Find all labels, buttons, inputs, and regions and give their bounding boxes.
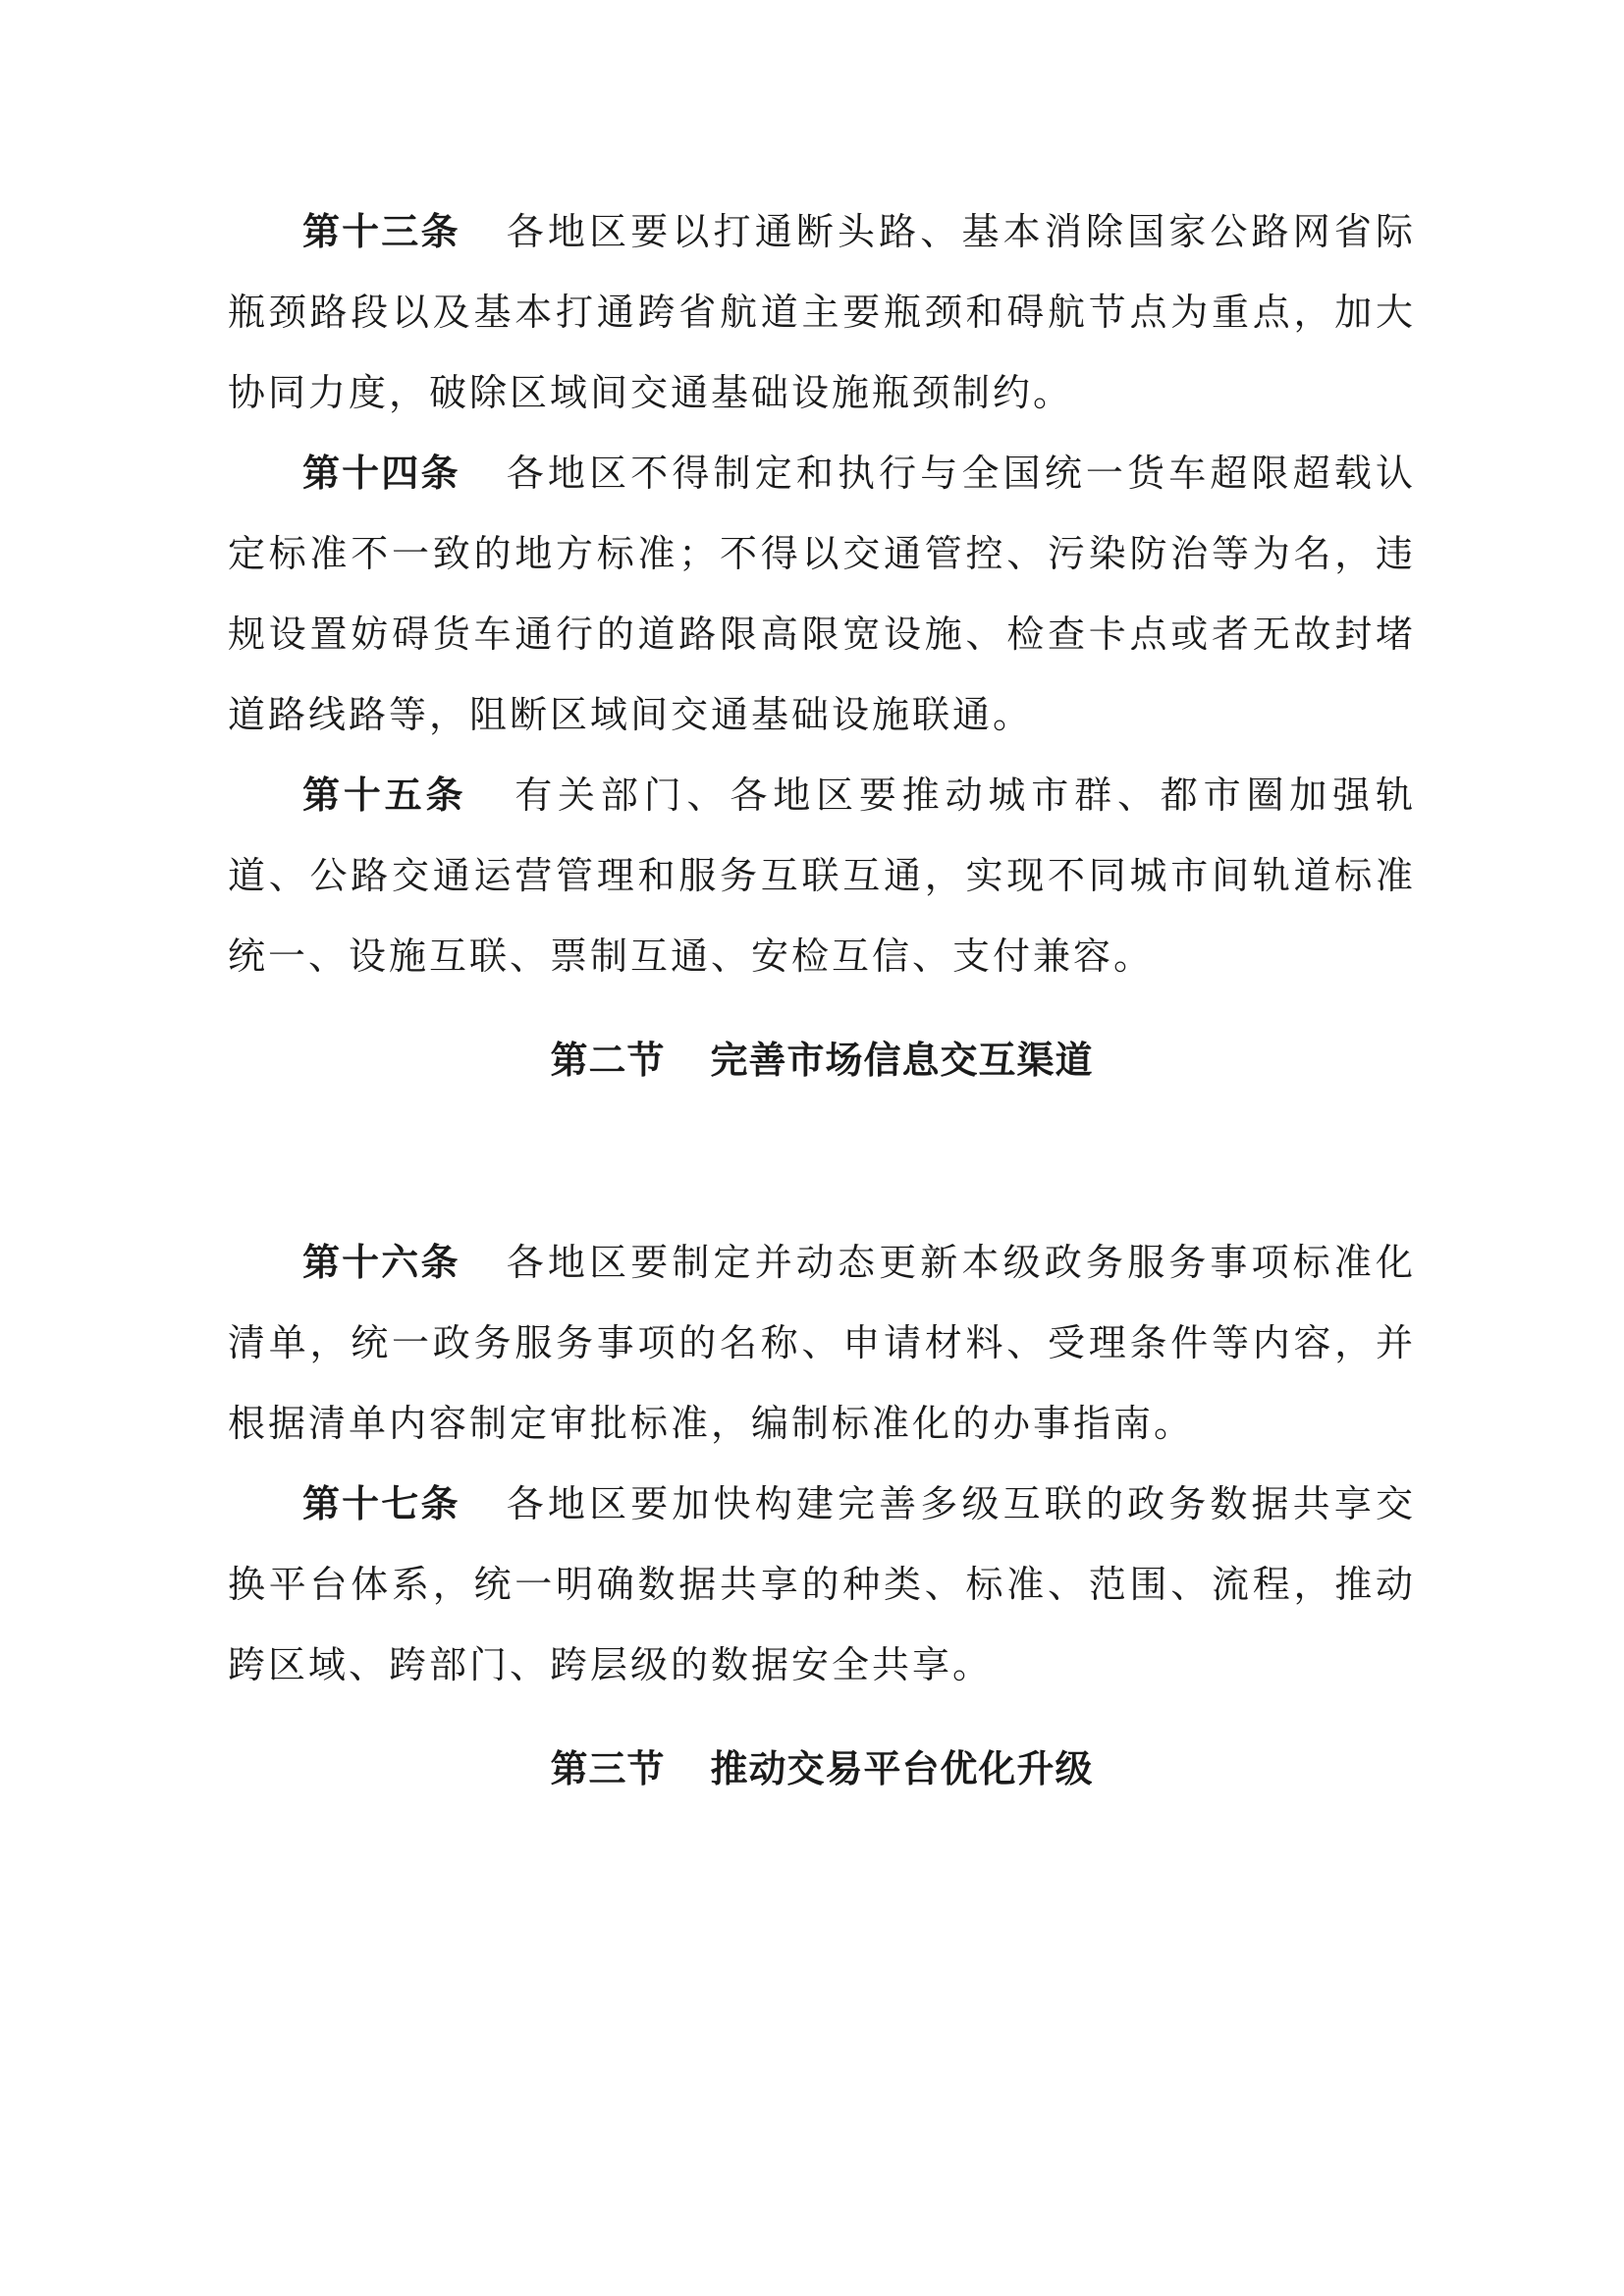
article-number: 第十三条	[302, 210, 460, 253]
section-name: 完善市场信息交互渠道	[710, 1039, 1094, 1082]
article-number: 第十四条	[302, 452, 460, 495]
article-number: 第十五条	[302, 774, 467, 817]
article-text: 各地区要加快构建完善多级互联的政务数据共享交换平台体系，统一明确数据共享的种类、标准、范围、流程，推动跨区域、跨部门、跨层级的数据安全共享。	[228, 1482, 1416, 1686]
section-name: 推动交易平台优化升级	[710, 1747, 1094, 1790]
article-number: 第十六条	[302, 1241, 460, 1284]
article-16	[228, 1222, 1416, 1464]
article-text: 有关部门、各地区要推动城市群、都市圈加强轨道、公路交通运营管理和服务互联互通，实现不同城市间轨道标准统一、设施互联、票制互通、安检互信、支付兼容。	[228, 774, 1416, 978]
section-number: 第二节	[550, 1039, 666, 1082]
article-text: 各地区要制定并动态更新本级政务服务事项标准化清单，统一政务服务事项的名称、申请材料、受理条件等内容，并根据清单内容制定审批标准，编制标准化的办事指南。	[228, 1241, 1416, 1445]
article-text: 各地区不得制定和执行与全国统一货车超限超载认定标准不一致的地方标准；不得以交通管控、污染防治等为名，违规设置妨碍货车通行的道路限高限宽设施、检查卡点或者无故封堵道路线路等，阻断区域间交通基础设施联通。	[228, 452, 1416, 736]
article-17	[228, 1464, 1416, 1705]
article-text: 各地区要以打通断头路、基本消除国家公路网省际瓶颈路段以及基本打通跨省航道主要瓶颈和碍航节点为重点，加大协同力度，破除区域间交通基础设施瓶颈制约。	[228, 210, 1416, 414]
section-number: 第三节	[550, 1747, 666, 1790]
section-title-2	[228, 1031, 1416, 1090]
article-13	[228, 191, 1416, 433]
section-title-3	[228, 1739, 1416, 1798]
article-14	[228, 433, 1416, 755]
article-15	[228, 755, 1416, 996]
article-number: 第十七条	[302, 1482, 460, 1525]
